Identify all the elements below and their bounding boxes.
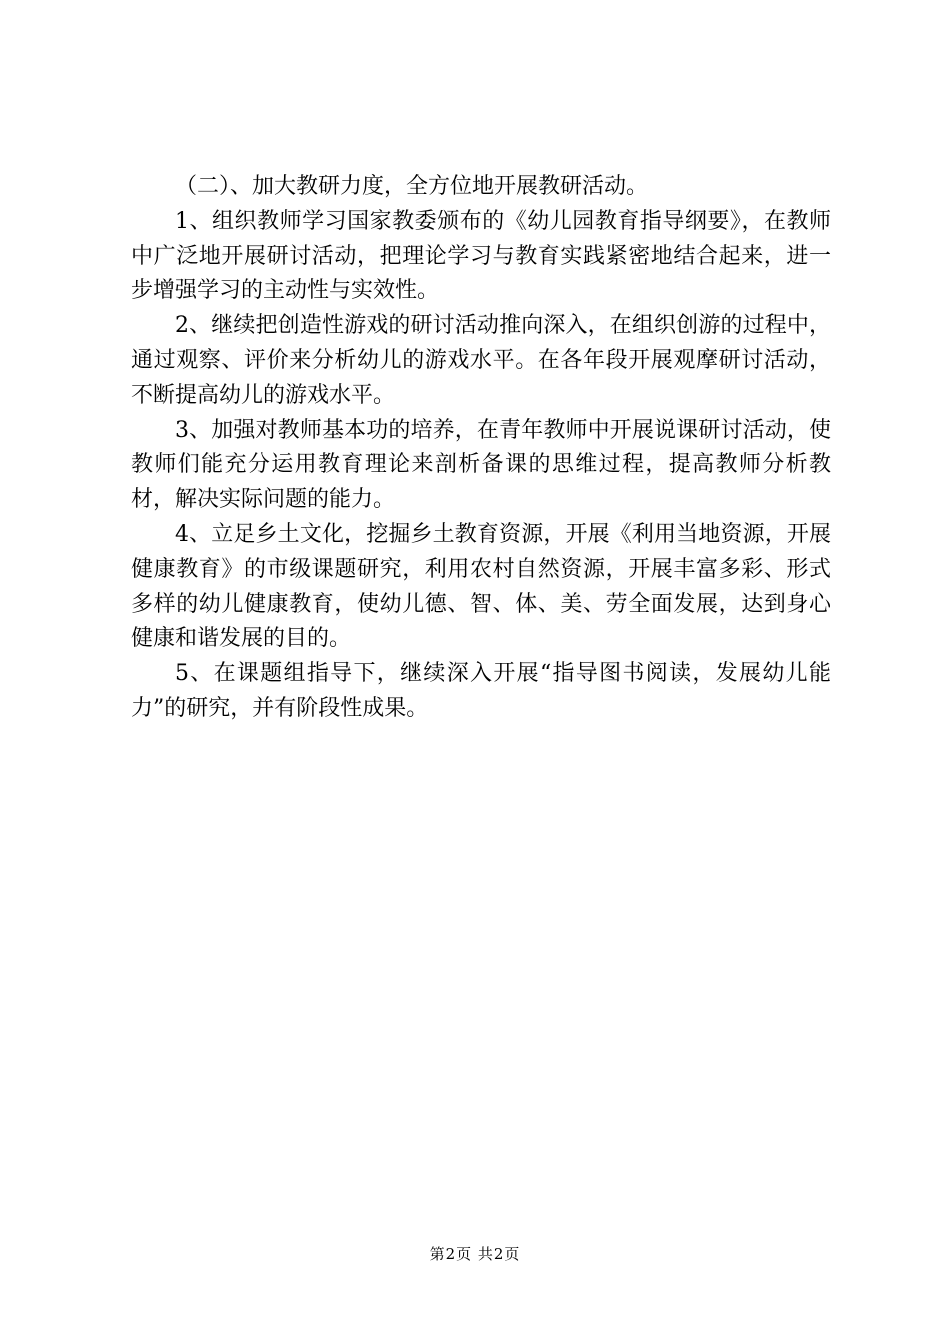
- page-number-footer: 第2页 共2页: [429, 1245, 521, 1263]
- section-heading: （二）、加大教研力度，全方位地开展教研活动。: [175, 174, 649, 199]
- paragraph-item-1: 1、组织教师学习国家教委颁布的《幼儿园教育指导纲要》，在教师中广泛地开展研讨活动，把理论学习与教育实践紧密地结合起来，进一步增强学习的主动性与实效性。: [131, 208, 831, 304]
- paragraph-item-2: 2、继续把创造性游戏的研讨活动推向深入，在组织创游的过程中，通过观察、评价来分析幼儿的游戏水平。在各年段开展观摩研讨活动，不断提高幼儿的游戏水平。: [131, 313, 831, 408]
- paragraph-item-4: 4、立足乡土文化，挖掘乡土教育资源，开展《利用当地资源，开展健康教育》的市级课题研究，利用农村自然资源，开展丰富多彩、形式多样的幼儿健康教育，使幼儿德、智、体、美、劳全面发展，达到身心健康和谐发展的目的。: [131, 521, 831, 652]
- paragraph-item-5: 5、在课题组指导下，继续深入开展“指导图书阅读，发展幼儿能力”的研究，并有阶段性成果。: [131, 661, 831, 721]
- paragraph-item-3: 3、加强对教师基本功的培养，在青年教师中开展说课研讨活动，使教师们能充分运用教育理论来剖析备课的思维过程，提高教师分析教材，解决实际问题的能力。: [131, 417, 831, 513]
- document-body: [131, 170, 831, 727]
